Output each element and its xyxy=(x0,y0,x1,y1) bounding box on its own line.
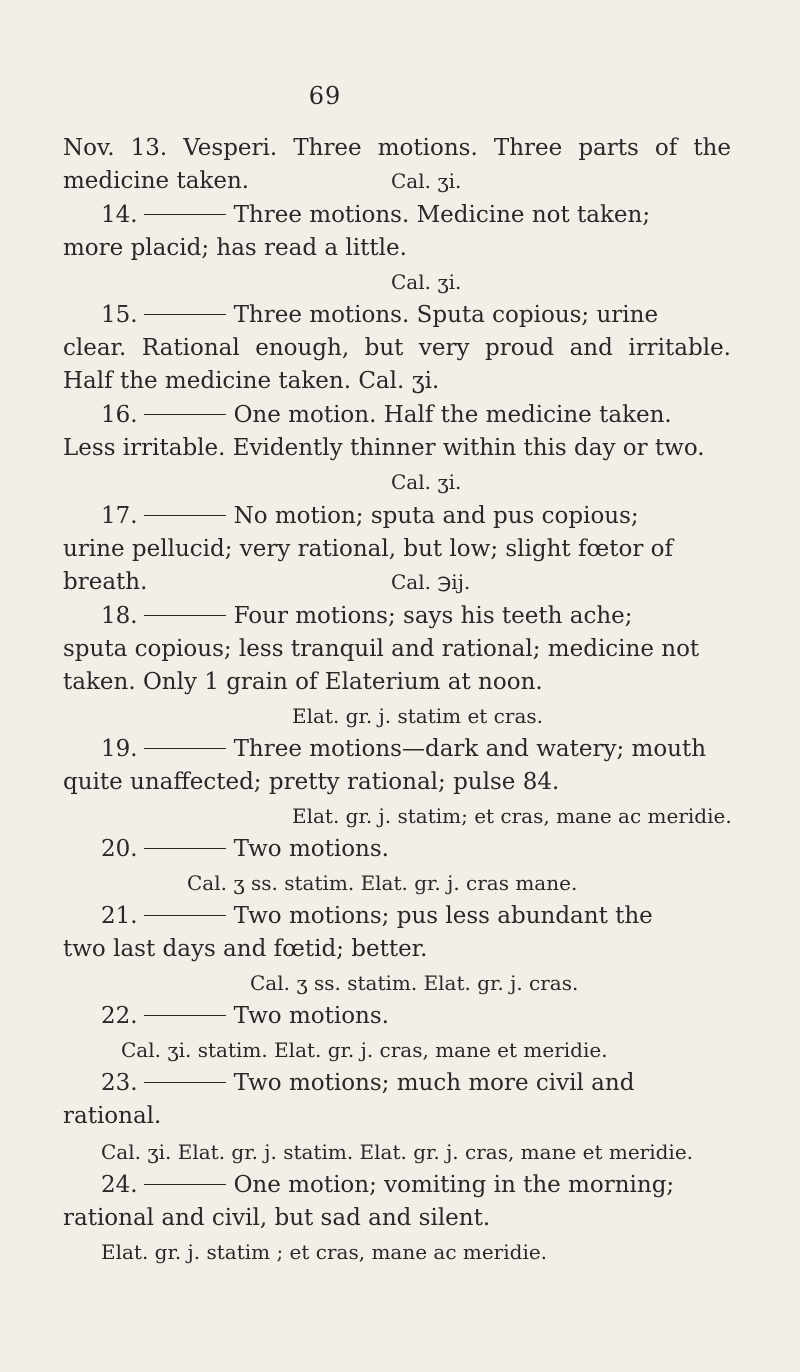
prescription-line: Cal. ʒi. xyxy=(391,470,462,494)
entry-line: 20. Two motions. xyxy=(101,836,389,862)
prescription-line: Cal. ʒi. xyxy=(391,169,462,193)
dash-rule xyxy=(144,748,226,749)
text-line: quite unaffected; pretty rational; pulse 84. xyxy=(63,769,560,795)
text-line: taken. Only 1 grain of Elaterium at noon. xyxy=(63,669,543,695)
prescription-line: Cal. ʒ ss. statim. Elat. gr. j. cras. xyxy=(250,971,579,995)
text-line: medicine taken. xyxy=(63,168,250,194)
dash-rule xyxy=(144,1082,226,1083)
entry-line: 24. One motion; vomiting in the morning; xyxy=(101,1172,675,1198)
dash-rule xyxy=(144,915,226,916)
page-number: 69 xyxy=(308,82,342,110)
text-line: more placid; has read a little. xyxy=(63,235,407,261)
entry-date: 14. xyxy=(101,202,138,228)
text-line: Nov. 13. Vesperi. Three motions. Three parts of the xyxy=(63,135,731,161)
dash-rule xyxy=(144,1015,226,1016)
entry-line: 19. Three motions—dark and watery; mouth xyxy=(101,736,707,762)
entry-line: 18. Four motions; says his teeth ache; xyxy=(101,603,633,629)
text-line: sputa copious; less tranquil and rational; medicine not xyxy=(63,636,700,662)
entry-date: 17. xyxy=(101,503,138,529)
prescription-line: Cal. ℈ij. xyxy=(391,570,471,594)
dash-rule xyxy=(144,414,226,415)
entry-date: 16. xyxy=(101,402,138,428)
text-line: urine pellucid; very rational, but low; slight fœtor of xyxy=(63,536,673,562)
dash-rule xyxy=(144,615,226,616)
entry-date: 20. xyxy=(101,836,138,862)
text-line: clear. Rational enough, but very proud and irritable. xyxy=(63,335,731,361)
entry-line: 23. Two motions; much more civil and xyxy=(101,1070,635,1096)
prescription-line: Elat. gr. j. statim ; et cras, mane ac meridie. xyxy=(101,1240,548,1264)
prescription-line: Cal. ʒ ss. statim. Elat. gr. j. cras mane. xyxy=(187,871,578,895)
entry-date: 15. xyxy=(101,302,138,328)
entry-date: 19. xyxy=(101,736,138,762)
entry-line: 22. Two motions. xyxy=(101,1003,389,1029)
prescription-line: Cal. ʒi. Elat. gr. j. statim. Elat. gr. j. cras, mane et meridie. xyxy=(101,1140,694,1164)
text-line: rational and civil, but sad and silent. xyxy=(63,1205,491,1231)
entry-line: 17. No motion; sputa and pus copious; xyxy=(101,503,639,529)
entry-line: 14. Three motions. Medicine not taken; xyxy=(101,202,651,228)
entry-date: 22. xyxy=(101,1003,138,1029)
entry-line: 21. Two motions; pus less abundant the xyxy=(101,903,653,929)
text-line: breath. xyxy=(63,569,148,595)
entry-line: 15. Three motions. Sputa copious; urine xyxy=(101,302,659,328)
entry-date: 24. xyxy=(101,1172,138,1198)
entry-line: 16. One motion. Half the medicine taken. xyxy=(101,402,672,428)
dash-rule xyxy=(144,314,226,315)
entry-date: 21. xyxy=(101,903,138,929)
prescription-line: Cal. ʒi. xyxy=(391,270,462,294)
dash-rule xyxy=(144,214,226,215)
entry-date: 18. xyxy=(101,603,138,629)
text-line: Half the medicine taken. Cal. ʒi. xyxy=(63,368,440,394)
prescription-line: Elat. gr. j. statim; et cras, mane ac meridie. xyxy=(292,804,732,828)
dash-rule xyxy=(144,848,226,849)
text-line: two last days and fœtid; better. xyxy=(63,936,428,962)
prescription-line: Cal. ʒi. statim. Elat. gr. j. cras, mane et meridie. xyxy=(121,1038,608,1062)
text-line: rational. xyxy=(63,1103,162,1129)
prescription-line: Elat. gr. j. statim et cras. xyxy=(292,704,543,728)
dash-rule xyxy=(144,515,226,516)
entry-date: 23. xyxy=(101,1070,138,1096)
text-line: Less irritable. Evidently thinner within this day or two. xyxy=(63,435,705,461)
dash-rule xyxy=(144,1184,226,1185)
